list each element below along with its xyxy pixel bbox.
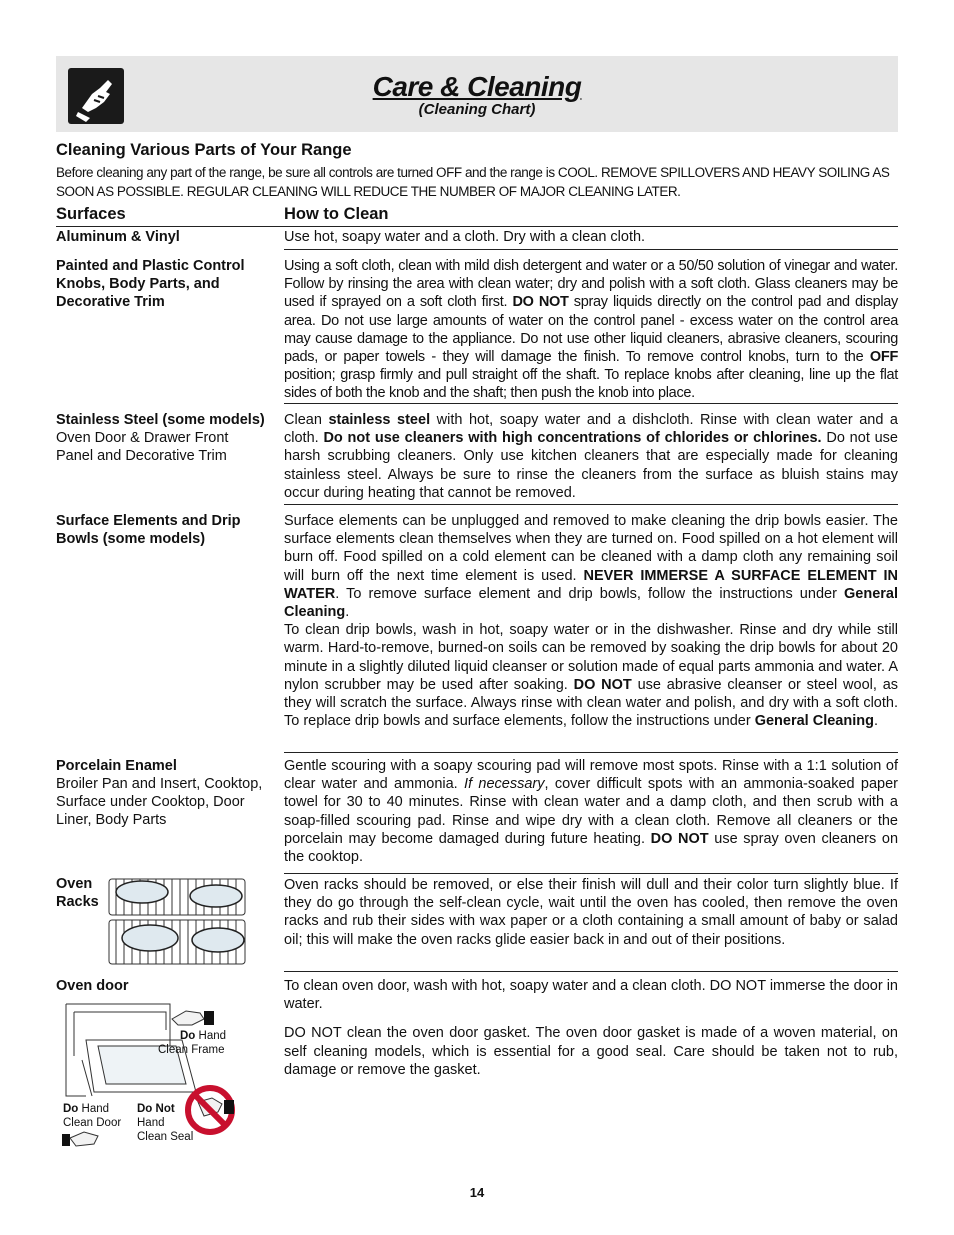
label-do-not-hand-clean-seal: Do Not — [137, 1103, 175, 1115]
row-divider — [284, 403, 898, 404]
column-header-surfaces: Surfaces — [56, 205, 126, 223]
label-do-hand-clean-door: Do Hand — [63, 1103, 110, 1115]
row-divider — [284, 504, 898, 505]
row-divider — [284, 873, 898, 874]
label-hand: Hand — [137, 1117, 165, 1129]
how-to-clean-oven-racks: Oven racks should be removed, or else their finish will dull and their color turn slightly blue. If they do go through the self-clean cycle, wait until the oven has cooled, then remove the oven racks and rub their sides with wax paper or a cloth containing a small amount of baby or salad oil; this will make the oven racks glide easier back in and out of their positions. — [284, 877, 898, 948]
section-title: Cleaning Various Parts of Your Range — [56, 141, 352, 159]
surface-oven-racks: Oven Racks — [56, 876, 99, 910]
row-divider — [284, 971, 898, 972]
how-to-clean-stainless-steel: Clean stainless steel with hot, soapy water and a dishcloth. Rinse with clean water and a cloth. Do not use cleaners with high concentrations of chlorides or chlorines. Do not use harsh scrubbing cleaners. Only use kitchen cleaners that are especially made for cleaning stainless steel. Always be sure to rinse the cleaners from the surface as bluish stains may occur during heating that cannot be removed. — [284, 412, 898, 501]
hand-glove-icon — [62, 1130, 102, 1153]
table-header-rule — [56, 226, 898, 227]
label-do-hand-clean-frame: Do Hand — [180, 1030, 227, 1042]
surface-aluminum-vinyl: Aluminum & Vinyl — [56, 229, 180, 245]
surface-elements-drip-bowls: Surface Elements and Drip Bowls (some models) — [56, 513, 241, 547]
how-to-clean-oven-door: To clean oven door, wash with hot, soapy water and a clean cloth. DO NOT immerse the door in water. DO NOT clean the oven door gasket. The oven door gasket is made of a woven material, on self cleaning models, which is essential for a good seal. Care should be taken not to rub, damage or remove the gasket. — [284, 978, 898, 1078]
how-to-clean-porcelain-enamel: Gentle scouring with a soapy scouring pad will remove most spots. Rinse with a 1:1 solution of clear water and ammonia. If necessary, cover difficult spots with an ammonia-soaked paper towel for 30 to 40 minutes. Rinse with clean water and a damp cloth, and then scrub with a soap-filled scouring pad. Rinse and wipe dry with a clean cloth. Remove all cleaners or the porcelain may become damaged during future heating. DO NOT use spray oven cleaners on the cooktop. — [284, 758, 899, 866]
how-to-clean-surface-elements: Surface elements can be unplugged and removed to make cleaning the drip bowls easier. The surface elements clean themselves when they are turned on. Food spilled on a hot element will burn off. Food spilled on a cold element can be cleaned with a damp cloth any remaining soil will burn off the next time element is used. NEVER IMMERSE A SURFACE ELEMENT IN WATER. To remove surface element and drip bowls, follow the instructions under General Cleaning. To clean drip bowls, wash in hot, soapy water or in the dishwasher. Rinse and dry while still warm. Hard-to-remove, burned-on soils can be removed by soaking the drip bowls for about 20 minute in a slightly diluted liquid cleanser or solution made of equal parts ammonia and water. A nylon scrubber may be used after soaking. DO NOT use abrasive cleanser or steel wool, as they will scratch the surface. Always rinse with clean water and polish, and dry with a soft cloth. To replace drip bowls and surface elements, follow the instructions under General Cleaning. — [284, 513, 899, 730]
oven-racks-illustration — [106, 876, 248, 968]
row-divider — [284, 752, 898, 753]
label-clean-door: Clean Door — [63, 1117, 122, 1129]
section-intro: Before cleaning any part of the range, be sure all controls are turned OFF and the range is COOL. REMOVE SPILLOVERS AND HEAVY SOILING AS SOON AS POSSIBLE. REGULAR CLEANING WILL REDUCE THE NUMBER OF MAJOR CLEANING LATER. — [56, 165, 890, 199]
surface-porcelain-enamel: Porcelain Enamel Broiler Pan and Insert, Cooktop, Surface under Cooktop, Door Liner, Body Parts — [56, 758, 263, 828]
how-to-clean-painted-plastic: Using a soft cloth, clean with mild dish detergent and water or a 50/50 solution of vinegar and water. Follow by rinsing the area with clean water; dry and polish with a soft cloth. Glass cleaners may be used if sprayed on a soft cloth first. DO NOT spray liquids directly on the control pad and display area. Do not use large amounts of water on the control panel - excess water on the control area may cause damage to the appliance. Do not use other liquid cleaners, abrasive cleaners, scouring pads, or paper towels - they will damage the finish. To remove control knobs, turn to the OFF position; grasp firmly and pull straight off the shaft. To replace knobs after cleaning, line up the flat sides of both the knob and the shaft; then push the knob into place. — [284, 258, 898, 402]
surface-stainless-steel: Stainless Steel (some models) Oven Door & Drawer Front Panel and Decorative Trim — [56, 412, 265, 464]
how-to-clean-aluminum-vinyl: Use hot, soapy water and a cloth. Dry with a clean cloth. — [284, 229, 646, 245]
page-number: 14 — [469, 1185, 485, 1200]
row-divider — [284, 249, 898, 250]
column-header-how-to-clean: How to Clean — [284, 205, 389, 223]
header-banner — [56, 56, 898, 132]
surface-oven-door: Oven door — [56, 978, 129, 994]
label-clean-frame: Clean Frame — [158, 1044, 225, 1056]
prohibited-icon — [184, 1082, 240, 1143]
page-title: Care & Cleaning — [372, 71, 582, 102]
page-subtitle: (Cleaning Chart) — [418, 101, 536, 118]
surface-painted-plastic: Painted and Plastic Control Knobs, Body Parts, and Decorative Trim — [56, 258, 245, 310]
label-clean-seal: Clean Seal — [137, 1131, 194, 1143]
